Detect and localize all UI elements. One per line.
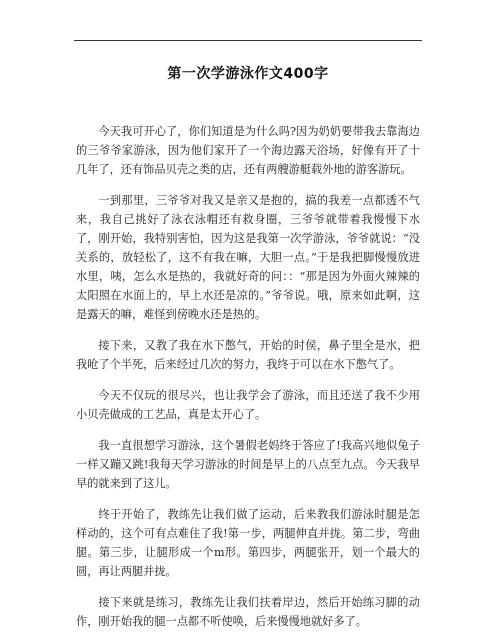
paragraph: 今天不仅玩的很尽兴，也让我学会了游泳，而且还送了我不少用小贝壳做成的工艺品，真是太开心了。 bbox=[76, 389, 420, 421]
page-title: 第一次学游泳作文400字 bbox=[167, 66, 329, 82]
paragraph: 终于开始了，教练先让我们做了运动，后来教我们游泳时腿是怎样动的，这个可有点难住了我!第一步，两腿伸直并拢。第二步，弯曲腿。第三步，让腿形成一个ⅿ形。第四步，两腿张开，划一个最大的圆，再让两腿并拢。 bbox=[76, 508, 420, 578]
paragraph: 接下来，又教了我在水下憋气，开始的时侯，鼻子里全是水，把我呛了个半死，后来经过几次的努力，我终于可以在水下憋气了。 bbox=[76, 339, 420, 371]
paragraph: 今天我可开心了，你们知道是为什么吗?因为奶奶要带我去靠海边的三爷爷家游泳，因为他们家开了一个海边露天浴场，好像有开了十几年了，还有饰品贝壳之类的店，还有两艘游艇载外地的游客游玩。 bbox=[76, 125, 420, 176]
header-rule bbox=[74, 40, 422, 41]
paragraph: 接下来就是练习，教练先让我们扶着岸边，然后开始练习脚的动作，刚开始我的腿一点都不听使唤，后来慢慢地就好多了。 bbox=[76, 596, 420, 628]
paragraph: 我一直很想学习游泳，这个暑假老妈终于答应了!我高兴地似兔子一样又蹦又跳!我每天学习游泳的时间是早上的八点至九点。今天我早早的就来到了这儿。 bbox=[76, 439, 420, 490]
article-body bbox=[76, 122, 420, 643]
paragraph: 一到那里，三爷爷对我又是亲又是抱的，搞的我差一点都透不气来，我自己挑好了泳衣泳帽还有救身圈，三爷爷就带着我慢慢下水了，刚开始，我特别害怕，因为这是我第一次学游泳，爷爷就说：“没关系的，放轻松了，这不有我在嘛，大胆一点。”于是我把脚慢慢放进水里，咦，怎么水是热的，我就好奇的问：：“那是因为外面火辣辣的太阳照在水面上的，早上水还是凉的。”爷爷说。哦，原来如此啊，这是露天的嘛，难怪到傍晚水还是热的。 bbox=[76, 194, 420, 321]
